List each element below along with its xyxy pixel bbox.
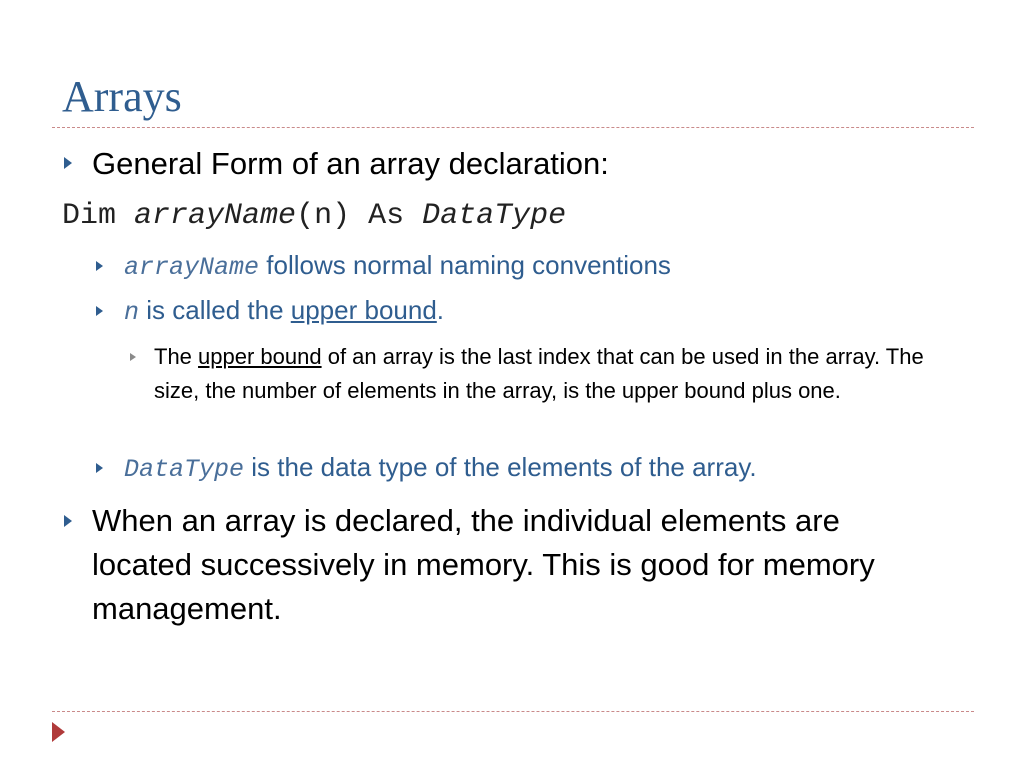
next-slide-arrow-icon[interactable] (52, 722, 65, 742)
slide-title: Arrays (62, 72, 182, 121)
sub-sub-bullet-arrow-icon (130, 353, 136, 361)
upper-bound-term: upper bound (198, 344, 322, 369)
title-divider (52, 127, 974, 128)
sub-sub-bullet-text: The (154, 344, 199, 369)
sub-bullet-n (124, 295, 444, 327)
sub-bullet-code: arrayName (124, 253, 260, 282)
sub-bullet-text: follows normal naming conventions (259, 250, 671, 280)
bullet-memory-line-2: located successively in memory. This is good for memory (92, 547, 875, 582)
upper-bound-term: upper bound (290, 295, 437, 325)
code-array-name: arrayName (134, 199, 297, 233)
sub-bullet-text: is the data type of the elements of the array. (244, 452, 757, 482)
sub-bullet-arrow-icon (96, 306, 103, 316)
sub-sub-bullet-upper-bound (154, 340, 954, 408)
sub-bullet-text-end: . (436, 295, 445, 325)
code-paren-n: (n) (296, 199, 351, 233)
bullet-arrow-icon (64, 157, 72, 169)
code-data-type: DataType (422, 199, 567, 233)
bullet-memory-line-3: management. (92, 591, 282, 626)
code-keyword-as: As (368, 199, 405, 233)
sub-sub-bullet-text-rest: of an array is the last index that can be used in the array. The size, the number of elements in the array, is the upper bound plus one. (154, 344, 924, 403)
sub-bullet-data-type (124, 452, 757, 484)
footer-divider (52, 711, 974, 712)
sub-bullet-code: DataType (124, 455, 245, 484)
declaration-syntax (62, 199, 566, 233)
bullet-memory-line-1: When an array is declared, the individual elements are (92, 503, 840, 538)
sub-bullet-array-name (124, 250, 671, 282)
sub-bullet-code: n (124, 298, 140, 327)
sub-bullet-arrow-icon (96, 463, 103, 473)
code-keyword-dim: Dim (62, 199, 117, 233)
bullet-general-form: General Form of an array declaration: (92, 146, 609, 181)
sub-bullet-text: is called the (139, 295, 291, 325)
sub-bullet-arrow-icon (96, 261, 103, 271)
bullet-arrow-icon (64, 515, 72, 527)
